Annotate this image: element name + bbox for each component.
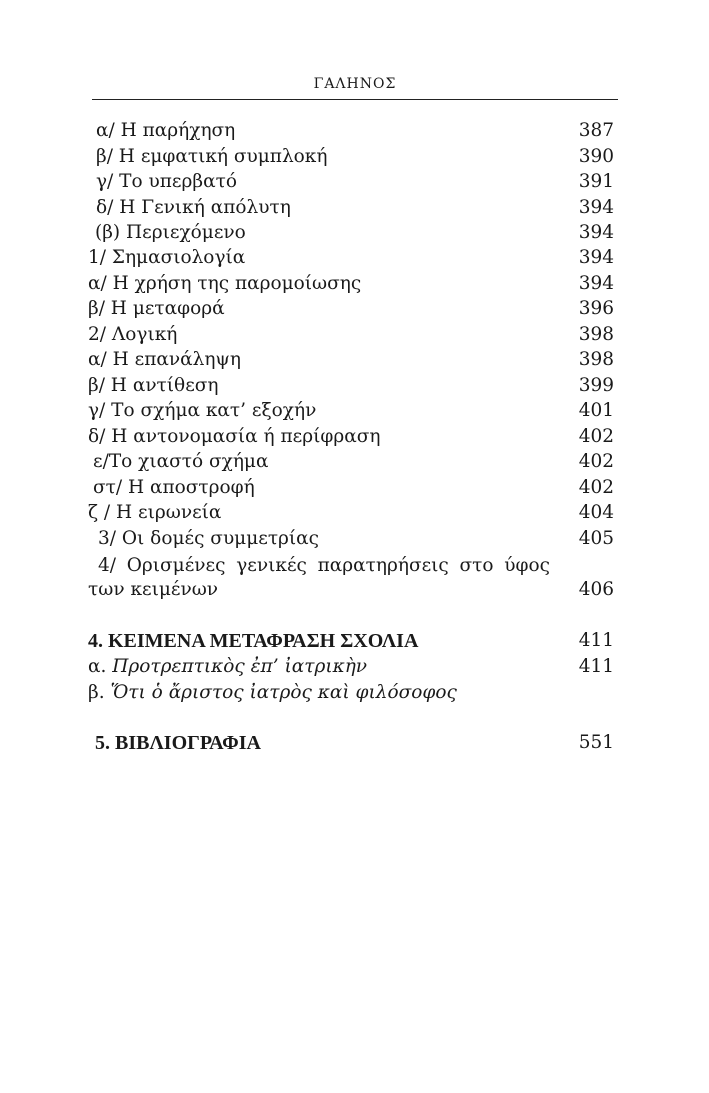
toc-entry: [0, 221, 709, 245]
toc-entry: [0, 527, 709, 551]
item-prefix: α.: [88, 656, 107, 677]
toc-entry: [0, 501, 709, 525]
toc-entry: [0, 297, 709, 321]
toc-entry-title: γ/ Το υπερβατό: [96, 171, 237, 192]
toc-entry: [0, 681, 709, 705]
toc-entry-title: [88, 681, 457, 705]
toc-entry-title: (β) Περιεχόμενο: [95, 222, 246, 243]
item-title: Ὅτι ὁ ἄριστος ἰατρὸς καὶ φιλόσοφος: [110, 682, 457, 703]
toc-entry-page: 402: [578, 477, 614, 498]
section-heading: [0, 731, 709, 755]
toc-entry-page: 398: [578, 324, 614, 345]
toc-entry: [0, 119, 709, 143]
toc-entry-page: 394: [578, 247, 614, 268]
toc-entry-title-line1: 4/ Ορισμένες γενικές παρατηρήσεις στο ύφος: [98, 555, 550, 576]
toc-entry-title: α/ Η παρήχηση: [96, 120, 236, 141]
toc-entry-page: 398: [578, 349, 614, 370]
toc-entry: [0, 145, 709, 169]
toc-entry-title: δ/ Η αντονομασία ή περίφραση: [88, 426, 381, 447]
toc-entry-title: ζ / Η ειρωνεία: [88, 502, 222, 523]
toc-entry: [0, 476, 709, 500]
toc-entry-title: [88, 655, 367, 679]
item-prefix: β.: [88, 682, 105, 703]
toc-entry-page: 387: [578, 120, 614, 141]
toc-entry-page: 406: [578, 579, 614, 600]
toc-entry: [0, 425, 709, 449]
toc-entry-title: 2/ Λογική: [88, 324, 178, 345]
toc-entry-page: 396: [578, 298, 614, 319]
toc-entry-page: 390: [578, 146, 614, 167]
toc-entry-page: 399: [578, 375, 614, 396]
toc-entry-page: 402: [578, 426, 614, 447]
toc-entry-page: 402: [578, 451, 614, 472]
toc-entry-title: 3/ Οι δομές συμμετρίας: [98, 528, 320, 549]
toc-entry: [0, 272, 709, 296]
toc-entry-page: 391: [578, 171, 614, 192]
toc-entry: [0, 374, 709, 398]
toc-entry: [0, 323, 709, 347]
section-title: 5. ΒΙΒΛΙΟΓΡΑΦΙΑ: [95, 732, 261, 754]
toc-entry-title: α/ Η επανάληψη: [88, 349, 241, 370]
toc-entry-page: 405: [578, 528, 614, 549]
toc-entry-title: ε/Το χιαστό σχήμα: [93, 451, 269, 472]
toc-entry-page: 404: [578, 502, 614, 523]
toc-entry-page: 394: [578, 197, 614, 218]
section-title: 4. ΚΕΙΜΕΝΑ ΜΕΤΑΦΡΑΣΗ ΣΧΟΛΙΑ: [88, 630, 419, 652]
toc-entry: [0, 450, 709, 474]
section-page: 551: [578, 732, 614, 753]
toc-entry-title: α/ Η χρήση της παρομοίωσης: [88, 273, 362, 294]
toc-entry: [0, 196, 709, 220]
toc-entry-title: β/ Η μεταφορά: [88, 298, 225, 319]
item-title: Προτρεπτικὸς ἐπ’ ἰατρικὴν: [112, 656, 368, 677]
toc-entry-title: 1/ Σημασιολογία: [88, 247, 246, 268]
section-heading: [0, 629, 709, 653]
running-header: ΓΑΛΗΝΟΣ: [313, 76, 397, 92]
section-page: 411: [578, 630, 614, 651]
toc-entry-title: γ/ Το σχήμα κατ’ εξοχήν: [88, 400, 317, 421]
toc-entry: [0, 578, 709, 602]
toc-entry-title: β/ Η εμφατική συμπλοκή: [96, 146, 328, 167]
toc-entry-page: 401: [578, 400, 614, 421]
header-rule: [92, 99, 618, 100]
toc-entry-title: β/ Η αντίθεση: [88, 375, 219, 396]
toc-entry-page: 411: [578, 656, 614, 677]
toc-entry: [0, 246, 709, 270]
toc-entry-page: 394: [578, 222, 614, 243]
toc-entry: [0, 348, 709, 372]
toc-entry-page: 394: [578, 273, 614, 294]
toc-entry: [0, 399, 709, 423]
toc-entry: [0, 655, 709, 679]
toc-entry-title: στ/ Η αποστροφή: [93, 477, 255, 498]
toc-entry: [0, 170, 709, 194]
toc-entry-title-line2: των κειμένων: [88, 579, 219, 600]
toc-entry-title: δ/ Η Γενική απόλυτη: [96, 197, 291, 218]
